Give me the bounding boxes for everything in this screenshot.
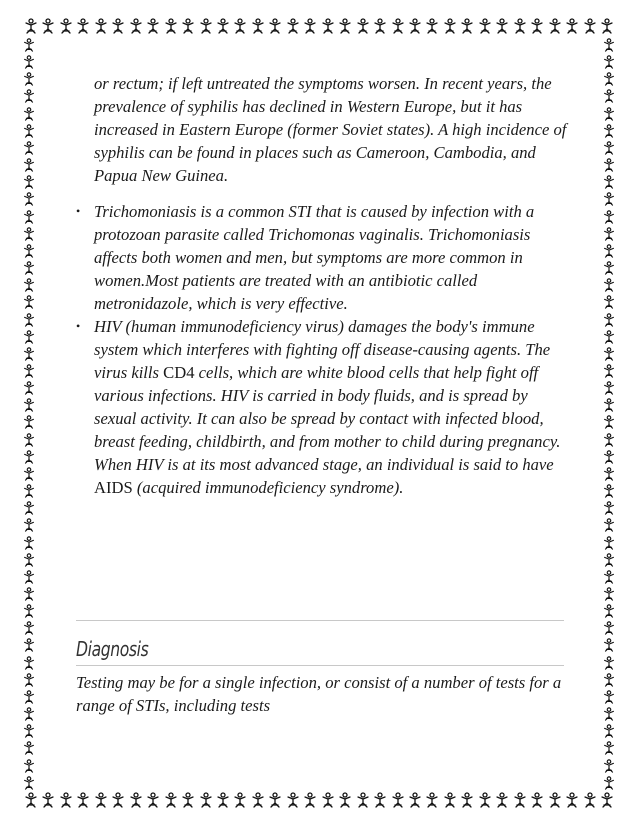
figure-icon [94,792,108,808]
figure-icon [22,741,36,755]
figure-icon [373,792,387,808]
figure-icon [251,792,265,808]
figure-icon [600,792,614,808]
figure-icon [22,450,36,464]
border-left [22,38,38,790]
figure-icon [268,792,282,808]
figure-icon [233,18,247,34]
term-cd4: CD4 [163,363,195,382]
figure-icon [443,18,457,34]
figure-icon [602,398,616,412]
figure-icon [181,18,195,34]
figure-icon [268,18,282,34]
figure-icon [22,690,36,704]
figure-icon [59,792,73,808]
figure-icon [425,792,439,808]
figure-icon [602,638,616,652]
figure-icon [602,158,616,172]
figure-icon [24,18,38,34]
figure-icon [602,313,616,327]
figure-icon [22,759,36,773]
figure-icon [602,570,616,584]
figure-icon [22,638,36,652]
figure-icon [408,18,422,34]
figure-icon [583,792,597,808]
figure-icon [602,295,616,309]
figure-icon [199,792,213,808]
list-item-trichomoniasis [76,200,568,315]
figure-icon [22,210,36,224]
figure-icon [391,792,405,808]
figure-icon [495,18,509,34]
figure-icon [22,72,36,86]
figure-icon [602,278,616,292]
figure-icon [602,621,616,635]
figure-icon [600,18,614,34]
list-item-text-part-b: cells, which are white blood cells that help fight off various infections. HIV is carried in body fluids, and is spread by sexual activity. It can also be spread by contact with infected blood, breast feeding, childbirth, and from mother to child during pregnancy. When HIV is at its most advanced stage, an individual is said to have [94,363,561,474]
figure-icon [602,124,616,138]
heading-rule-bottom [76,665,564,666]
figure-icon [22,553,36,567]
figure-icon [602,587,616,601]
list-item-text-part-a: HIV (human immunodeficiency virus) damages the body's immune system which interferes with fighting off disease-causing agents. The virus kills [94,317,551,382]
figure-icon [22,570,36,584]
figure-icon [22,38,36,52]
figure-icon [356,792,370,808]
figure-icon [602,518,616,532]
figure-icon [181,792,195,808]
figure-icon [602,536,616,550]
figure-icon [22,776,36,790]
figure-icon [76,18,90,34]
figure-icon [602,210,616,224]
figure-icon [338,18,352,34]
figure-icon [530,792,544,808]
figure-icon [22,536,36,550]
figure-icon [303,18,317,34]
diagnosis-text: Testing may be for a single infection, or consist of a number of tests for a range of STIs, including tests [76,673,562,715]
figure-icon [602,673,616,687]
list-item-text-part-c: (acquired immunodeficiency syndrome). [132,478,404,497]
figure-icon [22,244,36,258]
figure-icon [146,792,160,808]
figure-icon [548,18,562,34]
figure-icon [22,364,36,378]
figure-icon [22,278,36,292]
figure-icon [408,792,422,808]
figure-icon [602,55,616,69]
figure-icon [22,433,36,447]
figure-icon [22,89,36,103]
figure-icon [391,18,405,34]
list-item-text: Trichomoniasis is a common STI that is caused by infection with a protozoan parasite called Trichomonas vaginalis. Trichomoniasis affects both women and men, but symptoms are more common in women.Most patients are treated with an antibiotic called metronidazole, which is very effective. [94,202,535,313]
figure-icon [22,330,36,344]
figure-icon [443,792,457,808]
figure-icon [602,261,616,275]
figure-icon [602,484,616,498]
heading-rule-top [76,620,564,621]
figure-icon [164,18,178,34]
figure-icon [129,792,143,808]
figure-icon [478,792,492,808]
figure-icon [22,604,36,618]
figure-icon [513,792,527,808]
figure-icon [41,18,55,34]
figure-icon [41,792,55,808]
figure-icon [22,587,36,601]
figure-icon [22,381,36,395]
bullet-icon: • [76,319,81,333]
border-top [24,18,614,34]
figure-icon [495,792,509,808]
figure-icon [59,18,73,34]
figure-icon [565,18,579,34]
figure-icon [22,295,36,309]
figure-icon [602,72,616,86]
figure-icon [22,192,36,206]
figure-icon [22,467,36,481]
figure-icon [356,18,370,34]
border-right [602,38,618,790]
figure-icon [129,18,143,34]
figure-icon [216,792,230,808]
figure-icon [22,124,36,138]
figure-icon [602,141,616,155]
figure-icon [602,759,616,773]
figure-icon [602,656,616,670]
figure-icon [602,347,616,361]
figure-icon [22,227,36,241]
figure-icon [22,261,36,275]
figure-icon [602,244,616,258]
figure-icon [602,330,616,344]
figure-icon [22,415,36,429]
figure-icon [22,55,36,69]
figure-icon [602,175,616,189]
diagnosis-heading: Diagnosis [76,637,149,661]
figure-icon [111,792,125,808]
figure-icon [602,724,616,738]
figure-icon [22,621,36,635]
figure-icon [22,656,36,670]
figure-icon [216,18,230,34]
figure-icon [76,792,90,808]
figure-icon [602,415,616,429]
figure-icon [602,107,616,121]
figure-icon [24,792,38,808]
figure-icon [602,89,616,103]
figure-icon [338,792,352,808]
figure-icon [602,450,616,464]
list-item-hiv [76,315,568,499]
figure-icon [602,776,616,790]
figure-icon [22,673,36,687]
sti-list [76,200,568,499]
figure-icon [530,18,544,34]
figure-icon [111,18,125,34]
figure-icon [460,792,474,808]
figure-icon [602,467,616,481]
figure-icon [548,792,562,808]
figure-icon [602,364,616,378]
figure-icon [22,347,36,361]
figure-icon [565,792,579,808]
figure-icon [233,792,247,808]
figure-icon [22,518,36,532]
figure-icon [22,107,36,121]
figure-icon [94,18,108,34]
figure-icon [22,398,36,412]
figure-icon [22,313,36,327]
figure-icon [321,792,335,808]
intro-paragraph: or rectum; if left untreated the symptoms worsen. In recent years, the prevalence of syphilis has declined in Western Europe, but it has increased in Eastern Europe (former Soviet states). A high incidence of syphilis can be found in places such as Cameroon, Cambodia, and Papua New Guinea. [94,74,567,185]
figure-icon [602,707,616,721]
term-aids: AIDS [94,478,133,497]
figure-icon [602,553,616,567]
figure-icon [602,501,616,515]
border-bottom [24,792,614,808]
figure-icon [199,18,213,34]
figure-icon [146,18,160,34]
figure-icon [460,18,474,34]
figure-icon [513,18,527,34]
bullet-icon: • [76,204,81,218]
figure-icon [22,484,36,498]
figure-icon [602,38,616,52]
figure-icon [602,381,616,395]
figure-icon [286,18,300,34]
figure-icon [22,707,36,721]
figure-icon [22,724,36,738]
figure-icon [22,501,36,515]
figure-icon [478,18,492,34]
figure-icon [602,604,616,618]
figure-icon [22,175,36,189]
figure-icon [373,18,387,34]
figure-icon [164,792,178,808]
figure-icon [22,158,36,172]
figure-icon [22,141,36,155]
figure-icon [425,18,439,34]
figure-icon [602,192,616,206]
figure-icon [602,433,616,447]
figure-icon [303,792,317,808]
figure-icon [583,18,597,34]
figure-icon [602,227,616,241]
figure-icon [602,690,616,704]
figure-icon [602,741,616,755]
figure-icon [286,792,300,808]
page-content [76,72,568,499]
figure-icon [251,18,265,34]
figure-icon [321,18,335,34]
